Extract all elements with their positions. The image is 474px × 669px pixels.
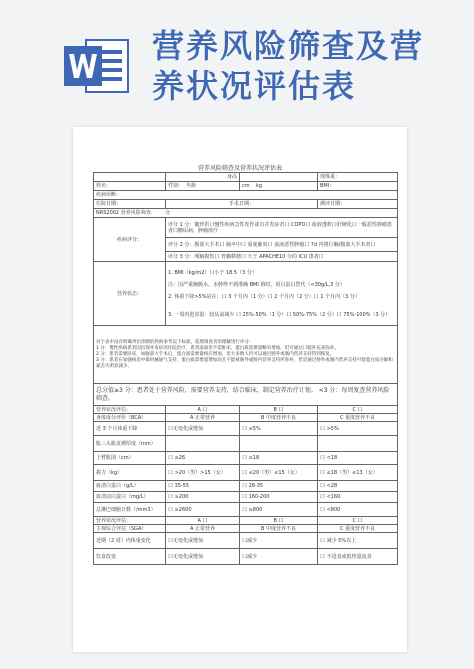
table-row: 身高 现体重： xyxy=(94,173,398,182)
table-row: 上臂肌围（cm） 口 ≥26 口 ≥18 口 <18 xyxy=(94,452,398,465)
table-row: NRS2002 营养风险筛查： 分 xyxy=(94,209,398,218)
title-line-2: 养状况评估表 xyxy=(152,67,357,105)
table-row: 对于表中没有明确列出诊断的疾病参考以下标准，依照调查者的理解进行评分： 1 分：慢性疾病患者因出现并发症而住院治疗，患者虚弱但不需卧床，蛋白质需要量略有增加，但可通过口服补充来弥补。 2 分：患者需要卧床，如腹部大手术后，蛋白质需要量相应增加，但大多数人仍可以通过肠外或肠内营养支持得到恢复。 3 分：患者在加强病房中靠机械通气支持，蛋白质需要量增加而且不能被肠外或肠内营养支持所弥补，但是通过肠外或肠内营养支持可使蛋白质分解和氮丢失明显减少。 xyxy=(94,326,398,384)
assessment-form xyxy=(93,172,398,565)
table-row: 握力（kg） 口 >20（男）>15（女） 口 ≤20（男）≤15（女） 口 ≤18（男）≤13（女） xyxy=(94,465,398,481)
table-row: 血清白蛋白（g/L） 口 35-55 口 28-35 口 <28 xyxy=(94,481,398,492)
title-line-1: 营养风险筛查及营 xyxy=(152,27,425,65)
word-doc-icon xyxy=(62,38,130,94)
table-row: 评分 2 分：腹部大手术口 脑卒中口 重度肺炎口 血液恶性肿瘤口 7d 内将行胸/腹部大手术者口 xyxy=(94,238,398,252)
table-row: 营养状况评估： A 口 B 口 C 口 xyxy=(94,517,398,525)
table-row: 疾病诊断： xyxy=(94,191,398,200)
page-title xyxy=(152,26,424,106)
table-row: 近 3 个月体重下降 口无变化或增加 口 ≤5% 口 >5% xyxy=(94,422,398,436)
document-page xyxy=(73,127,407,652)
table-row: 总淋巴细胞计数（/mm3） 口 ≥2600 口 ≥800 口 <800 xyxy=(94,503,398,517)
table-row: 总分值≥3 分：患者处于营养风险，需要营养支持，结合临床，制定营养治疗计划。 <3 分：每周复查营养风险筛查。 xyxy=(94,384,398,406)
table-row: 肱三头肌皮褶厚度（mm） xyxy=(94,436,398,452)
table-row: 评分 3 分：颅脑损伤口 骨髓移植口 大于 APACHE10 分的 ICU 患者口 xyxy=(94,252,398,262)
table-row: 身体成分评价（BCA） A 正常营养 B 中度营养不良 C 重度营养不良 xyxy=(94,414,398,422)
table-row: 主观综合评估（SGA） A 正常营养 B 中度营养不良 C 重度营养不良 xyxy=(94,525,398,533)
table-row: 姓名： 性别： 年龄 cm kg BMI： xyxy=(94,182,398,191)
table-row: 住院日期： 手术日期： 测评日期： xyxy=(94,200,398,209)
table-row: 近期（2 周）内体重变化 口无变化或增加 口减少 口 减少 5%以上 xyxy=(94,533,398,549)
page-header xyxy=(0,0,474,120)
document-title: 营养风险筛查及营养状况评估表 xyxy=(197,165,282,172)
table-row: 营养状况评估： A 口 B 口 C 口 xyxy=(94,406,398,414)
table-row: 血清前白蛋白（mg/L） 口 ≥200 口 160-200 口 <160 xyxy=(94,492,398,503)
table-row: 营养状态： 1. BMI（kg/m2）口小于 18.5（3 分） 注：因严重胸腹水、水肿得不到准确 BMI 值时，用白蛋白替代（<30g/L,3 分） 2. 体重下降>5%是在：口 3 个月内（1 分）口 2 个月内（2 分）口 1 个月内（3 分） 3. 一周内进食量：较从前减少 口 25%-50%（1 分）口 50%-75%（2 分）口 75%-100%（3 分） xyxy=(94,262,398,326)
table-row: 饮食改变 口无变化或增加 口减少 口 不进食或低热量流食 xyxy=(94,549,398,565)
table-row: 疾病评分： 评分 1 分：髋骨折口慢性疾病急性发作或有并发症者口 COPD口 血液透析口肝硬化口一般恶性肿瘤患者口糖尿病，肿瘤放疗 xyxy=(94,218,398,238)
